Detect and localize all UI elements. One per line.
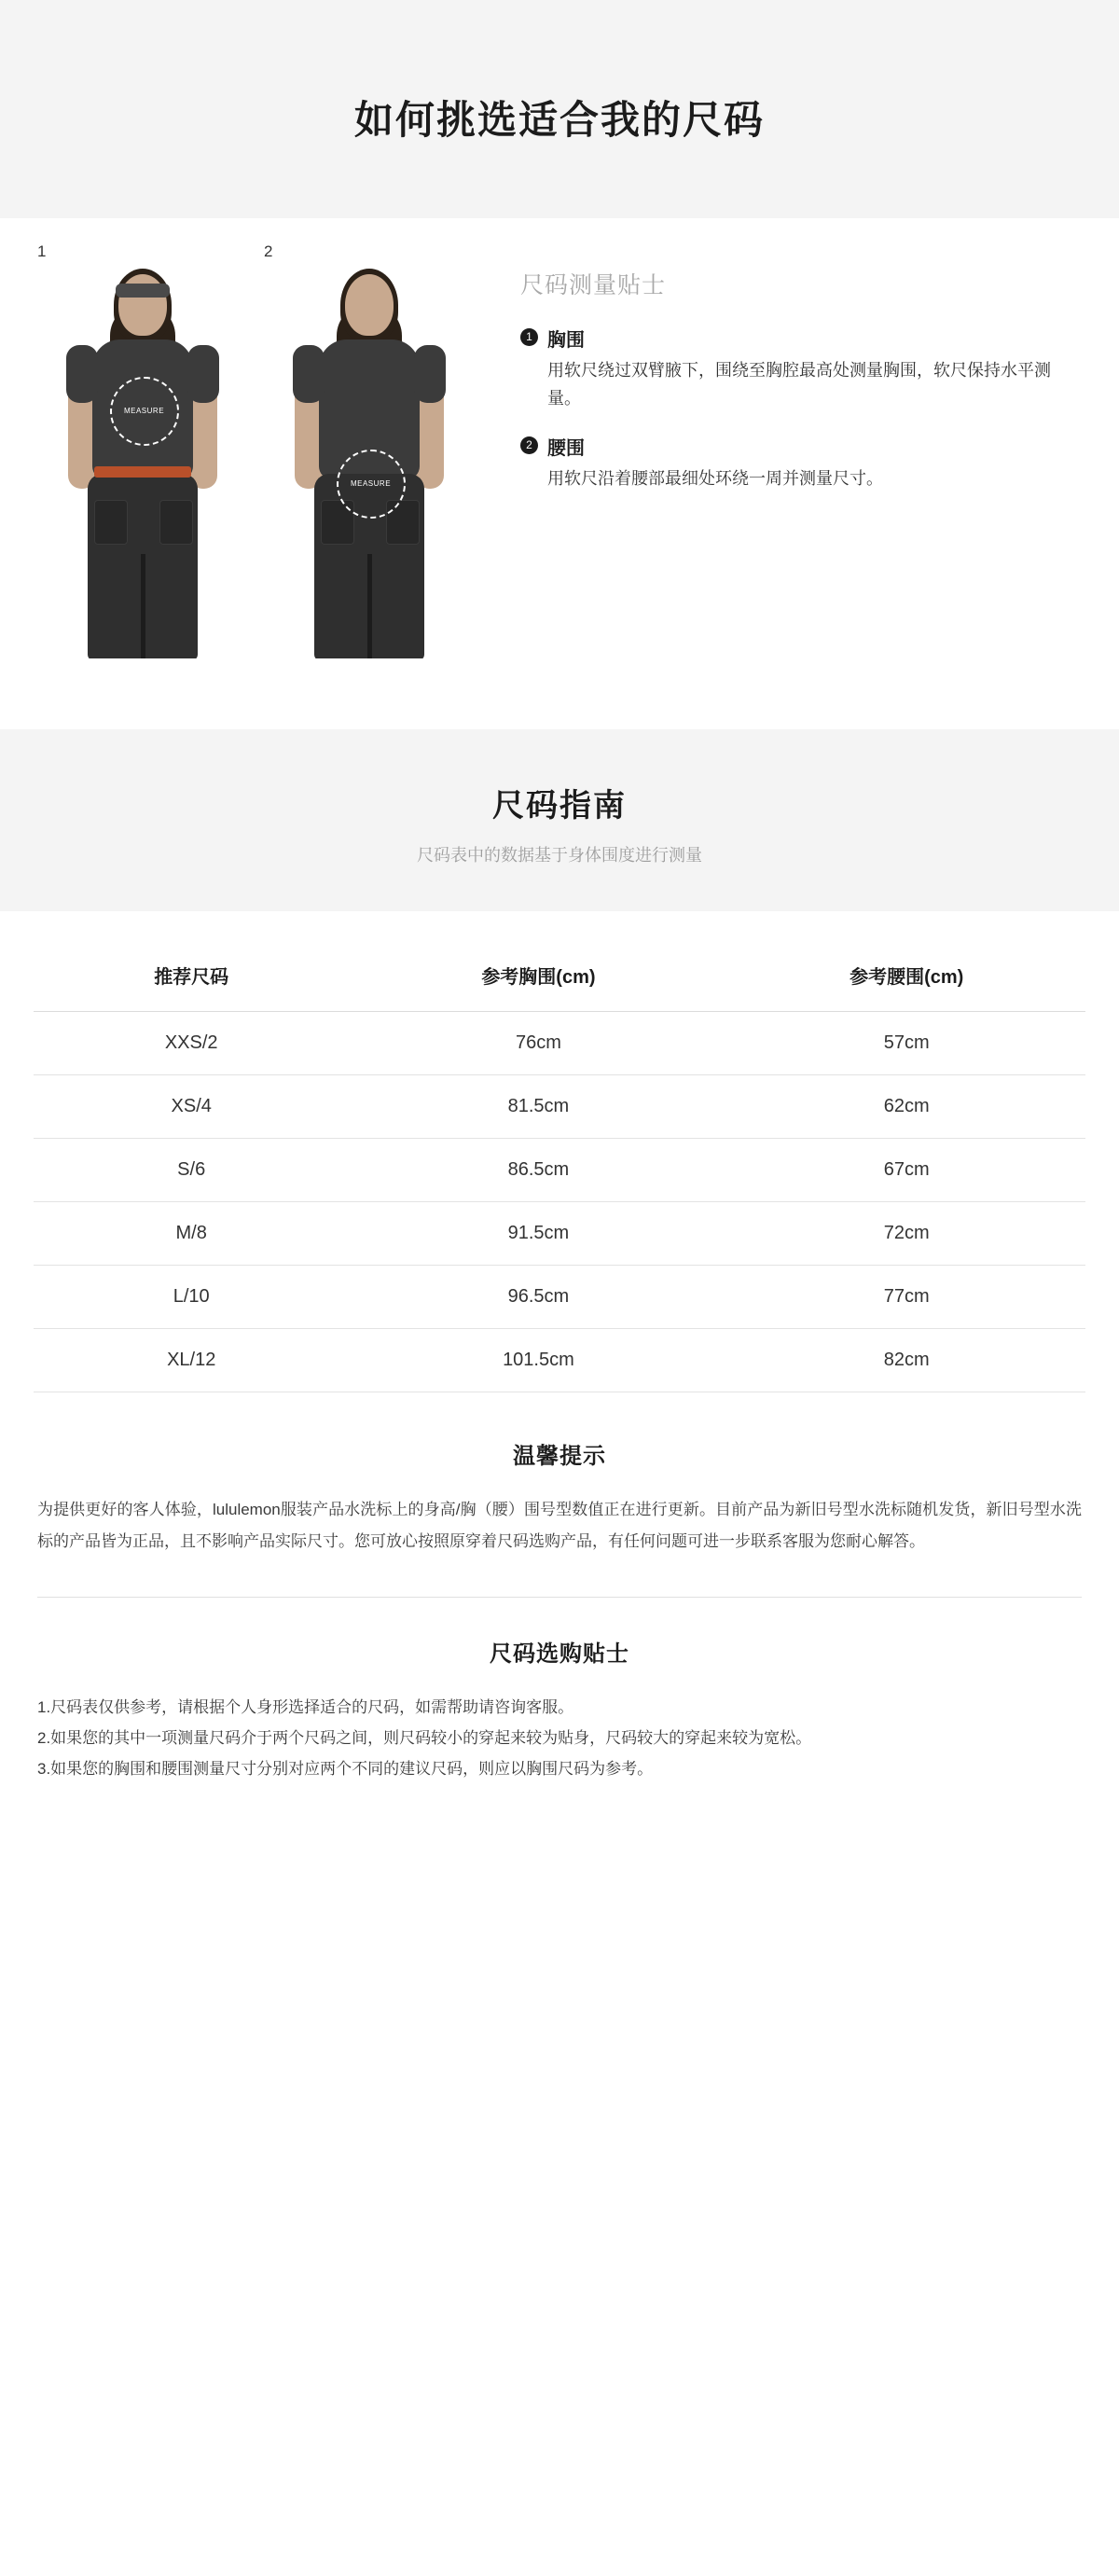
- head-shape: [345, 274, 394, 336]
- cell-waist: 62cm: [727, 1075, 1085, 1139]
- sleeve-right-shape: [187, 345, 219, 403]
- model-photo-back: [264, 267, 474, 658]
- sleeve-left-shape: [293, 345, 325, 403]
- size-guide-subtitle: 尺码表中的数据基于身体围度进行测量: [417, 846, 702, 865]
- cell-chest: 96.5cm: [349, 1266, 727, 1329]
- table-row: [34, 1329, 1085, 1392]
- buying-tip-line-2: 2.如果您的其中一项测量尺码介于两个尺码之间，则尺码较小的穿起来较为贴身，尺码较大的穿起来较为宽松。: [37, 1729, 812, 1748]
- notice-section: [0, 1392, 1119, 1598]
- cell-size: M/8: [34, 1202, 349, 1266]
- cell-chest: 81.5cm: [349, 1075, 727, 1139]
- badge-number-icon: 2: [520, 436, 538, 454]
- size-table-body: [34, 1012, 1085, 1392]
- cell-size: L/10: [34, 1266, 349, 1329]
- buying-tip-line-3: 3.如果您的胸围和腰围测量尺寸分别对应两个不同的建议尺码，则应以胸围尺码为参考。: [37, 1760, 654, 1779]
- measure-tip-waist: [520, 433, 1082, 493]
- chest-ring-label: MEASURE: [123, 407, 165, 416]
- badge-number-icon: 1: [520, 328, 538, 346]
- measure-tip-chest-text: 用软尺绕过双臂腋下，围绕至胸腔最高处测量胸围，软尺保持水平测量。: [547, 361, 1051, 408]
- measure-tip-waist-body: [547, 433, 1082, 493]
- page-header-band: [0, 0, 1119, 218]
- cell-chest: 86.5cm: [349, 1139, 727, 1202]
- waist-ring-label: MEASURE: [350, 479, 392, 489]
- measure-tip-chest: [520, 325, 1082, 412]
- size-guide-title: 尺码指南: [492, 788, 627, 824]
- cell-chest: 101.5cm: [349, 1329, 727, 1392]
- measurement-section: [0, 218, 1119, 696]
- cell-waist: 67cm: [727, 1139, 1085, 1202]
- buying-tip-line-1: 1.尺码表仅供参考，请根据个人身形选择适合的尺码，如需帮助请咨询客服。: [37, 1698, 574, 1716]
- headband-shape: [116, 284, 170, 298]
- size-table-wrapper: [0, 911, 1119, 1392]
- column-header-size: 推荐尺码: [34, 945, 349, 1012]
- column-header-chest: 参考胸围(cm): [349, 945, 727, 1012]
- model-figure-back: [264, 242, 474, 658]
- model-photo-front: [37, 267, 247, 658]
- notice-title: 温馨提示: [513, 1444, 606, 1469]
- measure-tip-chest-title: 胸围: [547, 330, 585, 351]
- table-row: [34, 1139, 1085, 1202]
- size-table: [34, 945, 1085, 1392]
- table-row: [34, 1202, 1085, 1266]
- figure-number-1: 1: [37, 242, 47, 260]
- model-figures: [37, 242, 485, 658]
- measure-tip-chest-body: [547, 325, 1082, 412]
- cell-waist: 72cm: [727, 1202, 1085, 1266]
- measure-tip-waist-title: 腰围: [547, 438, 585, 460]
- cell-size: XXS/2: [34, 1012, 349, 1075]
- cell-size: XS/4: [34, 1075, 349, 1139]
- chest-measure-ring-icon: [110, 377, 179, 446]
- measure-tips: [494, 242, 1082, 514]
- size-table-head: [34, 945, 1085, 1012]
- pocket-left-shape: [94, 500, 128, 545]
- waist-measure-ring-icon: [337, 450, 406, 519]
- table-header-row: [34, 945, 1085, 1012]
- notice-text: 为提供更好的客人体验，lululemon服装产品水洗标上的身高/胸（腰）围号型数值正在进行更新。目前产品为新旧号型水洗标随机发货，新旧号型水洗标的产品皆为正品，且不影响产品实际尺寸。您可放心按照原穿着尺码选购产品，有任何问题可进一步联系客服为您耐心解答。: [37, 1501, 1082, 1550]
- size-guide-band: [0, 729, 1119, 911]
- belt-shape: [94, 466, 191, 478]
- cell-chest: 76cm: [349, 1012, 727, 1075]
- model-illustration-front: [37, 267, 247, 658]
- cell-waist: 77cm: [727, 1266, 1085, 1329]
- page-title: 如何挑选适合我的尺码: [353, 98, 765, 142]
- measure-tip-waist-text: 用软尺沿着腰部最细处环绕一周并测量尺寸。: [547, 469, 883, 489]
- table-row: [34, 1012, 1085, 1075]
- sleeve-left-shape: [66, 345, 98, 403]
- figure-number-2: 2: [264, 242, 273, 260]
- sleeve-right-shape: [414, 345, 446, 403]
- table-row: [34, 1075, 1085, 1139]
- buying-tips-title: 尺码选购贴士: [490, 1641, 629, 1667]
- model-figure-front: [37, 242, 247, 658]
- buying-tips-section: [0, 1598, 1119, 1840]
- column-header-waist: 参考腰围(cm): [727, 945, 1085, 1012]
- measure-tips-heading: 尺码测量贴士: [520, 272, 667, 298]
- pocket-right-shape: [159, 500, 193, 545]
- table-row: [34, 1266, 1085, 1329]
- cell-waist: 82cm: [727, 1329, 1085, 1392]
- cell-waist: 57cm: [727, 1012, 1085, 1075]
- cell-size: XL/12: [34, 1329, 349, 1392]
- cell-chest: 91.5cm: [349, 1202, 727, 1266]
- cell-size: S/6: [34, 1139, 349, 1202]
- model-illustration-back: [264, 267, 474, 658]
